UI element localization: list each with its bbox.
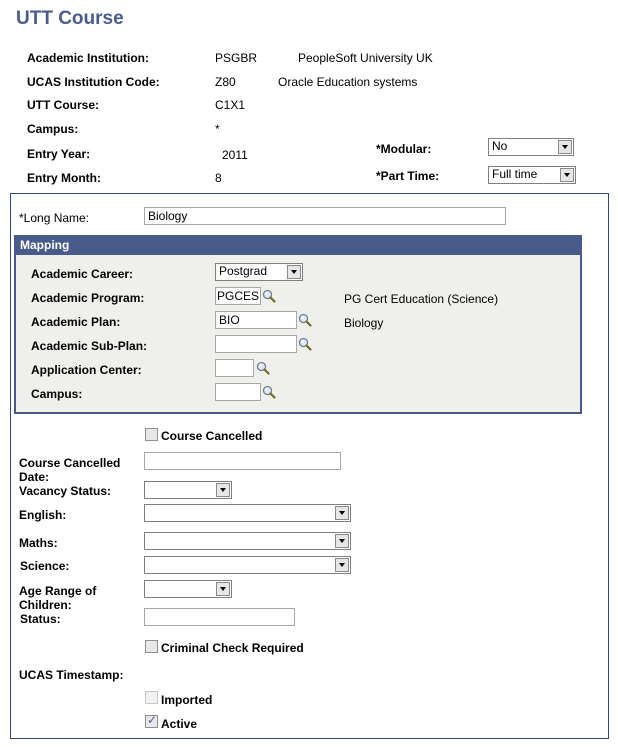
- entry-month-label: Entry Month:: [27, 171, 101, 185]
- active-label: Active: [161, 717, 198, 731]
- ucas-timestamp-label: UCAS Timestamp:: [19, 668, 124, 682]
- entry-year-value: 2011: [222, 148, 248, 162]
- modular-select[interactable]: [488, 138, 574, 156]
- chevron-down-icon[interactable]: [335, 558, 349, 572]
- academic-institution-description: PeopleSoft University UK: [298, 51, 433, 65]
- english-select[interactable]: [144, 504, 351, 522]
- lookup-search-icon[interactable]: [262, 385, 276, 399]
- imported-label: Imported: [161, 693, 213, 707]
- status-label: Status:: [20, 612, 61, 626]
- course-cancelled-label: Course Cancelled: [161, 429, 263, 443]
- course-cancelled-checkbox[interactable]: [145, 428, 158, 441]
- academic-sub-plan-input[interactable]: [215, 335, 297, 353]
- mapping-header: Mapping: [16, 237, 580, 255]
- chevron-down-icon[interactable]: [335, 506, 349, 520]
- chevron-down-icon[interactable]: [216, 582, 230, 596]
- academic-program-label: Academic Program:: [31, 291, 145, 305]
- imported-checkbox: [145, 691, 158, 704]
- academic-career-label: Academic Career:: [31, 267, 134, 281]
- academic-career-select[interactable]: [215, 263, 303, 281]
- lookup-search-icon[interactable]: [256, 361, 270, 375]
- entry-month-value: 8: [215, 171, 222, 185]
- part-time-value: Full time: [492, 167, 538, 181]
- academic-program-description: PG Cert Education (Science): [344, 292, 499, 306]
- part-time-label: *Part Time:: [376, 169, 440, 183]
- part-time-select[interactable]: [488, 166, 576, 184]
- utt-course-value: C1X1: [215, 98, 246, 112]
- lookup-search-icon[interactable]: [298, 337, 312, 351]
- lookup-search-icon[interactable]: [298, 313, 312, 327]
- long-name-input[interactable]: Biology: [144, 207, 506, 225]
- science-select[interactable]: [144, 556, 351, 574]
- ucas-institution-code-value: Z80: [215, 75, 236, 89]
- entry-year-label: Entry Year:: [27, 147, 91, 161]
- vacancy-status-select[interactable]: [144, 481, 232, 499]
- vacancy-status-label: Vacancy Status:: [19, 484, 112, 498]
- chevron-down-icon[interactable]: [335, 534, 349, 548]
- maths-select[interactable]: [144, 532, 351, 550]
- campus-label: Campus:: [27, 122, 79, 136]
- lookup-search-icon[interactable]: [262, 289, 276, 303]
- maths-label: Maths:: [19, 536, 58, 550]
- application-center-input[interactable]: [215, 359, 254, 377]
- application-center-label: Application Center:: [31, 363, 142, 377]
- academic-career-value: Postgrad: [219, 264, 268, 278]
- course-cancelled-date-input[interactable]: [144, 452, 341, 470]
- academic-plan-input[interactable]: BIO: [215, 311, 297, 329]
- ucas-institution-description: Oracle Education systems: [278, 75, 418, 89]
- campus-value: *: [215, 122, 220, 136]
- status-input[interactable]: [144, 608, 295, 626]
- utt-course-label: UTT Course:: [27, 98, 99, 112]
- ucas-institution-code-label: UCAS Institution Code:: [27, 75, 160, 89]
- mapping-campus-input[interactable]: [215, 383, 261, 401]
- chevron-down-icon[interactable]: [558, 140, 572, 154]
- active-checkbox: [145, 715, 158, 728]
- modular-label: *Modular:: [376, 142, 432, 156]
- age-range-select[interactable]: [144, 580, 232, 598]
- chevron-down-icon[interactable]: [216, 483, 230, 497]
- long-name-label: *Long Name:: [19, 211, 90, 225]
- chevron-down-icon[interactable]: [560, 168, 574, 182]
- science-label: Science:: [20, 559, 70, 573]
- academic-plan-label: Academic Plan:: [31, 315, 121, 329]
- age-range-label: Age Range of Children:: [19, 584, 97, 612]
- criminal-check-checkbox[interactable]: [145, 640, 158, 653]
- chevron-down-icon[interactable]: [287, 265, 301, 279]
- criminal-check-label: Criminal Check Required: [161, 641, 304, 655]
- page-title: UTT Course: [16, 8, 124, 29]
- academic-institution-value: PSGBR: [215, 51, 258, 65]
- course-cancelled-date-label: Course Cancelled Date:: [19, 456, 121, 484]
- english-label: English:: [19, 508, 67, 522]
- academic-plan-description: Biology: [344, 316, 384, 330]
- academic-sub-plan-label: Academic Sub-Plan:: [31, 339, 148, 353]
- modular-value: No: [492, 139, 508, 153]
- academic-program-input[interactable]: PGCES: [217, 289, 260, 303]
- mapping-campus-label: Campus:: [31, 387, 83, 401]
- academic-institution-label: Academic Institution:: [27, 51, 150, 65]
